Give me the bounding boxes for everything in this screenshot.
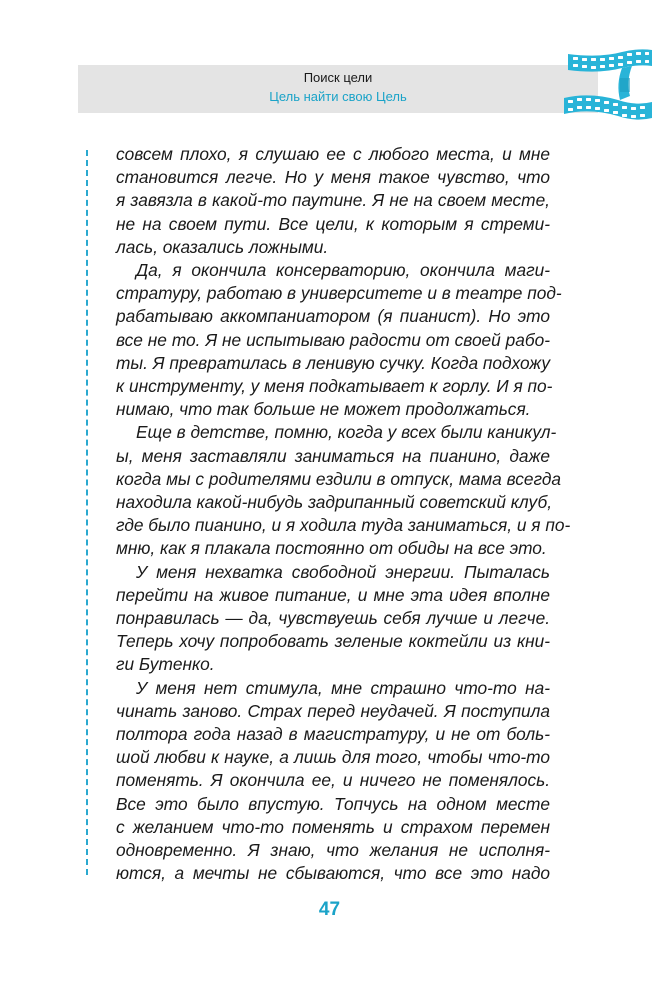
text-line: ги Бутенко. — [116, 654, 215, 675]
margin-dashed-rule — [86, 150, 88, 875]
body-text — [116, 143, 571, 886]
text-line: становится легче. Но у меня такое чувство, что — [116, 167, 550, 188]
text-line: одновременно. Я знаю, что желания не исполня- — [116, 840, 550, 861]
text-line: находила какой-нибудь задрипанный советский клуб, — [116, 492, 553, 513]
text-line: перейти на живое питание, и мне эта идея вполне — [116, 584, 550, 605]
text-line: нимаю, что так больше не может продолжаться. — [116, 399, 531, 420]
text-line: ты. Я превратилась в ленивую сучку. Когда подхожу — [116, 352, 550, 373]
text-line: Еще в детстве, помню, когда у всех были каникул- — [136, 422, 557, 443]
text-line: поменять. Я окончила ее, и ничего не поменялось. — [116, 770, 550, 791]
text-line: мню, как я плакала постоянно от обиды на все это. — [116, 538, 547, 559]
text-line: понравилась — да, чувствуешь себя лучше и легче. — [116, 608, 550, 629]
text-line: шой любви к науке, а лишь для того, чтобы что-то — [116, 747, 550, 768]
text-line: к инструменту, у меня подкатывает к горлу. И я по- — [116, 376, 553, 397]
text-line: чинать заново. Страх перед неудачей. Я поступила — [116, 700, 550, 721]
text-line: когда мы с родителями ездили в отпуск, мама всегда — [116, 468, 561, 489]
text-line: Да, я окончила консерваторию, окончила маги- — [136, 260, 550, 281]
text-line: с желанием что-то поменять и страхом перемен — [116, 816, 550, 837]
text-line: ются, а мечты не сбываются, что все это надо — [116, 863, 550, 884]
text-line: У меня нет стимула, мне страшно что-то на- — [136, 677, 550, 698]
text-line: Все это было впустую. Топчусь на одном месте — [116, 793, 550, 814]
page-number: 47 — [318, 899, 341, 920]
text-line: У меня нехватка свободной энергии. Пыталась — [136, 561, 550, 582]
text-line: все не то. Я не испытываю радости от своей рабо- — [116, 329, 550, 350]
text-line: рабатываю аккомпаниатором (я пианист). Но это — [116, 306, 550, 327]
text-line: полтора года назад в магистратуру, и не от боль- — [116, 724, 550, 745]
text-line: стратуру, работаю в университете и в театре под- — [116, 283, 562, 304]
text-line: ы, меня заставляли заниматься на пианино, даже — [116, 445, 550, 466]
text-line: Теперь хочу попробовать зеленые коктейли из кни- — [116, 631, 550, 652]
film-strip-icon — [560, 48, 656, 122]
text-line: не на своем пути. Все цели, к которым я стреми- — [116, 213, 550, 234]
text-line: где было пианино, и я ходила туда заниматься, и я по- — [116, 515, 571, 536]
text-line: я завязла в какой-то паутине. Я не на своем месте, — [116, 190, 550, 211]
header-subtitle: Цель найти свою Цель — [269, 89, 407, 104]
text-line: лась, оказались ложными. — [116, 236, 329, 257]
header-title: Поиск цели — [303, 70, 373, 85]
text-line: совсем плохо, я слушаю ее с любого места, и мне — [116, 144, 550, 164]
